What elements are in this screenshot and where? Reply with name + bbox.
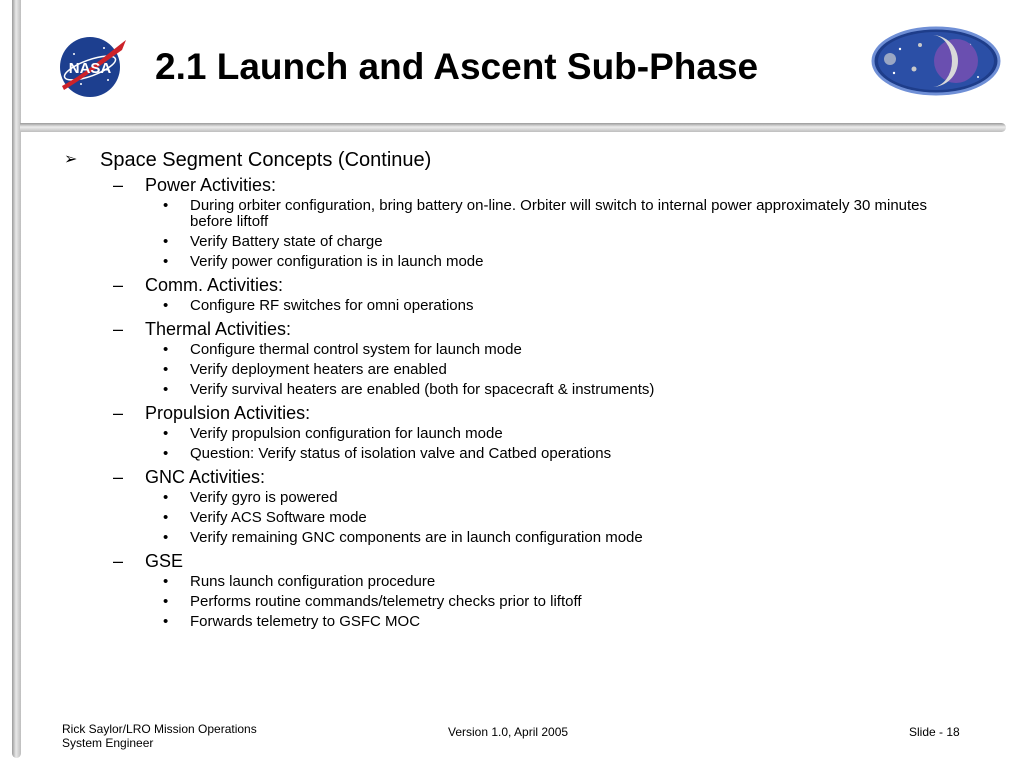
dash-bullet-icon: – <box>113 467 124 487</box>
dot-bullet-icon: • <box>163 197 169 214</box>
dot-bullet-icon: • <box>163 297 169 314</box>
list-item-text: Performs routine commands/telemetry checks prior to liftoff <box>190 593 582 610</box>
lro-mission-logo-icon <box>870 25 1002 97</box>
list-item-text: Verify ACS Software mode <box>190 509 367 526</box>
list-item <box>0 198 1000 230</box>
list-item <box>0 574 1000 590</box>
list-item-text: Runs launch configuration procedure <box>190 573 436 590</box>
section-heading-text: Comm. Activities: <box>145 275 284 295</box>
dot-bullet-icon: • <box>163 361 169 378</box>
dot-bullet-icon: • <box>163 341 169 358</box>
list-item-text: Verify power configuration is in launch mode <box>190 253 484 270</box>
dash-bullet-icon: – <box>113 551 124 571</box>
dot-bullet-icon: • <box>163 509 169 526</box>
dash-bullet-icon: – <box>113 319 124 339</box>
list-item <box>0 382 1000 398</box>
list-item <box>0 530 1000 546</box>
list-item-text: During orbiter configuration, bring battery on-line. Orbiter will switch to internal power approximately 30 minutes before liftoff <box>190 197 928 230</box>
section-heading <box>0 466 1000 488</box>
nasa-logo-text: NASA <box>68 60 112 77</box>
list-item-text: Verify remaining GNC components are in launch configuration mode <box>190 529 643 546</box>
list-item <box>0 490 1000 506</box>
section-heading-text: Power Activities: <box>145 175 277 195</box>
list-item-text: Verify gyro is powered <box>190 489 338 506</box>
list-item-text: Verify survival heaters are enabled (both for spacecraft & instruments) <box>190 381 655 398</box>
section-heading <box>0 402 1000 424</box>
dot-bullet-icon: • <box>163 593 169 610</box>
dot-bullet-icon: • <box>163 381 169 398</box>
arrow-bullet-icon: ➢ <box>64 151 78 168</box>
section-heading <box>0 174 1000 196</box>
list-item-text: Verify Battery state of charge <box>190 233 383 250</box>
main-bullet <box>0 148 1000 172</box>
section-heading <box>0 550 1000 572</box>
list-item-text: Configure thermal control system for launch mode <box>190 341 522 358</box>
dash-bullet-icon: – <box>113 175 124 195</box>
footer-author-line2: System Engineer <box>62 736 154 750</box>
list-item <box>0 594 1000 610</box>
title-divider-bar <box>20 123 1006 132</box>
list-item-text: Verify deployment heaters are enabled <box>190 361 447 378</box>
list-item-text: Configure RF switches for omni operations <box>190 297 474 314</box>
dot-bullet-icon: • <box>163 613 169 630</box>
list-item <box>0 426 1000 442</box>
nasa-logo-icon <box>56 34 128 100</box>
list-item <box>0 362 1000 378</box>
footer-version: Version 1.0, April 2005 <box>448 725 569 739</box>
slide-title: 2.1 Launch and Ascent Sub-Phase <box>155 46 759 87</box>
section-heading-text: Propulsion Activities: <box>145 403 311 423</box>
dot-bullet-icon: • <box>163 445 169 462</box>
dot-bullet-icon: • <box>163 529 169 546</box>
list-item <box>0 614 1000 630</box>
slide-body <box>0 148 1000 634</box>
list-item-text: Verify propulsion configuration for launch mode <box>190 425 503 442</box>
dot-bullet-icon: • <box>163 425 169 442</box>
list-item-text: Question: Verify status of isolation valve and Catbed operations <box>190 445 612 462</box>
dot-bullet-icon: • <box>163 573 169 590</box>
list-item <box>0 298 1000 314</box>
dot-bullet-icon: • <box>163 489 169 506</box>
list-item <box>0 342 1000 358</box>
dot-bullet-icon: • <box>163 253 169 270</box>
section-heading <box>0 274 1000 296</box>
footer-author-line1: Rick Saylor/LRO Mission Operations <box>62 722 257 736</box>
list-item <box>0 254 1000 270</box>
section-heading <box>0 318 1000 340</box>
dash-bullet-icon: – <box>113 403 124 423</box>
list-item <box>0 510 1000 526</box>
dot-bullet-icon: • <box>163 233 169 250</box>
section-heading-text: Thermal Activities: <box>145 319 292 339</box>
list-item <box>0 234 1000 250</box>
footer-author <box>62 722 257 750</box>
section-heading-text: GNC Activities: <box>145 467 266 487</box>
main-bullet-text: Space Segment Concepts (Continue) <box>100 149 432 171</box>
dash-bullet-icon: – <box>113 275 124 295</box>
list-item-text: Forwards telemetry to GSFC MOC <box>190 613 421 630</box>
footer-slide-number: Slide - 18 <box>909 725 960 739</box>
list-item <box>0 446 1000 462</box>
section-heading-text: GSE <box>145 551 184 571</box>
